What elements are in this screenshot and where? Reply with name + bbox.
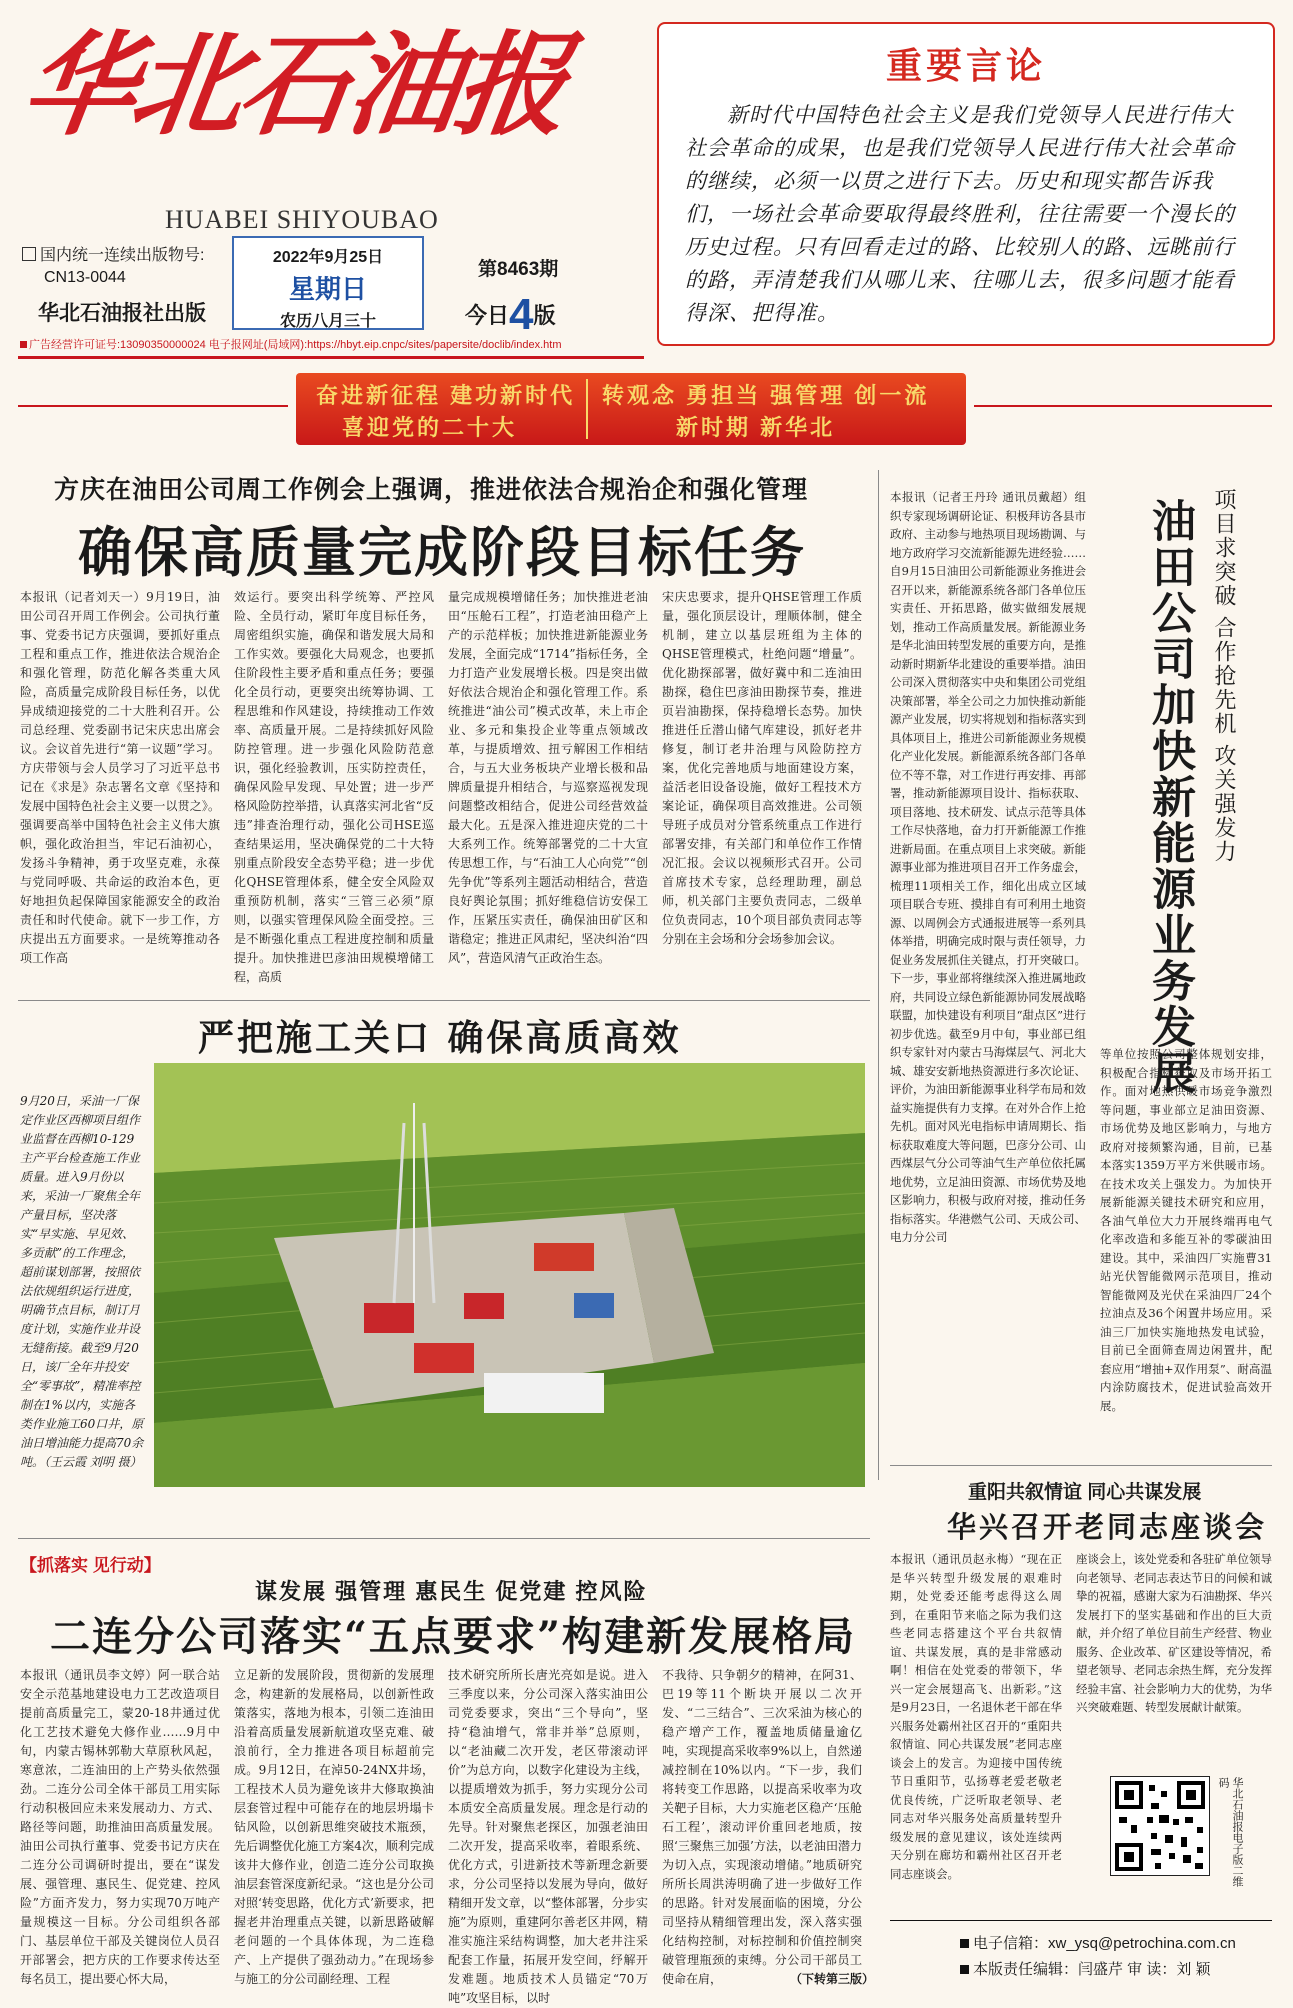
qr-pattern [1111,1777,1209,1875]
banner-divider [586,379,588,439]
masthead-logo: 华北石油报 [14,20,574,151]
press-name: 华北石油报社出版 [38,302,206,325]
today-page-count: 4 [509,290,534,339]
today-pages [465,290,556,340]
article4-subtitle: 重阳共叙情谊 同心共谋发展 [968,1482,1202,1503]
masthead-rule [18,356,644,359]
continued-note: （下转第三版） [790,1972,875,1986]
article4-headline: 华兴召开老同志座谈会 [947,1510,1268,1544]
article2-subtitle: 项目求突破 合作抢先机 攻关强发力 [1212,488,1237,865]
email-text: 电子信箱：xw_ysq@petrochina.com.cn [973,1935,1236,1952]
slogan-banner [296,373,966,445]
square-icon [960,1939,969,1948]
article1-col2: 效运行。要突出科学统筹、严控风险、全员行动，紧盯年度目标任务，周密组织实施，确保和谐发展大局和工作实效。要强化大局观念，也要抓住阶段性主要矛盾和重点任务；要强化全员行动，更要突出统筹协调、工程思维和作风建设，持续推动工作效率、高质量开展。二是持续抓好风险防控管理。进一步强化风险防范意识，强化经验教训，压实防控责任，确保风险早发现、早处置；进一步严格风险防控举措，认真落实河北省“反违”排查治理行动，强化公司HSE巡查结果运用，坚决确保党的二十大特别重点阶段安全态势平稳；进一步优化QHSE管理体系，健全安全风险双重预防机制，落实“三管三必须”原则，以强实管理保风险全面受控。三是不断强化重点工程进度控制和质量提升。加快推进巴彦油田规模增储工程，高质 [234,590,434,984]
cn-label: 国内统一连续出版物号: [40,247,205,264]
article4-col1: 本报讯（通讯员赵永梅）“现在正是华兴转型升级发展的艰难时期，处党委还能考虑得这么周到，在重阳节来临之际为我们这些老同志搭建这个平台共叙情谊、共谋发展，真的是非常感动啊！相信在处党委的带领下，华兴一定会展翅高飞、出新彩。”这是9月23日，一名退休老干部在华兴服务处霸州社区召开的“重阳共叙情谊、同心共谋发展”老同志座谈会上的发言。为迎接中国传统节日重阳节，弘扬尊老爱老敬老优良传统，广泛听取老领导、老同志对华兴服务处高质量转型升级发展的意见建议，该处连续两天分别在廊坊和霸州社区召开老同志座谈会。 [890,1552,1062,1881]
weekday: 星期日 [288,274,367,304]
date: 2022年9月25日 [272,249,384,266]
remarks-title: 重要言论 [885,45,1046,87]
square-icon [960,1965,969,1974]
contact-line [18,336,562,352]
article1-col3: 量完成规模增储任务；加快推进老油田“压舱石工程”，打造老油田稳产上产的示范样板；加快推进新能源业务发展，全面完成“1714”指标任务，全力打造产业发展增长极。四是突出做好依法合规治企和强化管理工作。系统推进“油公司”模式改革，未上市企业、多元和集投企业等重点领域改革，与提质增效、扭亏解困工作相结合，与五大业务板块产业增长极和品牌质量提升相结合，与巡察巡视发现问题整改相结合，促进公司经营效益最大化。五是深入推进迎庆党的二十大系列工作。统筹部署党的二十大宣传思想工作，与“石油工人心向党”“创先争优”等系列主题活动相结合，营造良好舆论氛围；抓好维稳信访安保工作，压紧压实责任，确保油田矿区和谐稳定；推进正风肃纪，坚决纠治“四风”，营造风清气正政治生态。 [448,590,648,965]
article3-col2: 立足新的发展阶段，贯彻新的发展理念，构建新的发展格局，以创新性政策落实，落地为根本，引领二连油田沿着高质量发展新航道攻坚克难、破浪前行，全力推进各项目标超前完成。9月12日，在淖50-24NX井场，工程技术人员为避免该井大修取换油层套管过程中可能存在的地层坍塌卡钻风险，以创新思维突破技术瓶颈，先后调整优化施工方案4次，顺利完成该井大修作业，创造二连分公司取换油层套管深度新纪录。“这也是分公司对照‘转变思路，优化方式’新要求，把握老井治理重点关键，以新思路破解老问题的一个具体体现，为二连稳产、上产提供了强劲动力。”在现场参与施工的分公司副经理、工程 [234,1668,434,1986]
qr-label: 华北石油报电子版二维码 [1217,1777,1244,1887]
oilfield-illustration [154,1063,865,1487]
article3-headline: 二连分公司落实“五点要求”构建新发展格局 [50,1613,857,1660]
banner-left-2: 喜迎党的二十大 [342,415,518,440]
footer-email [960,1932,1236,1953]
footer-rule [890,1920,1272,1921]
important-remarks-box [657,22,1275,346]
column-rule-vertical [878,470,879,1480]
banner-rule-left [18,405,288,407]
article2-headline: 油田公司加快新能源业务发展 [1144,498,1195,1096]
masthead-pinyin: HUABEI SHIYOUBAO [165,205,439,234]
contact-text: 广告经营许可证号:13090350000024 电子报网址(局域网):https://hbyt.eip.cnpc/sites/papersite/doclib/index.htm [29,339,562,351]
issue-number: 第8463期 [478,259,559,280]
article2-col1: 本报讯（记者王丹玲 通讯员戴超）组织专家现场调研论证、积极拜访各县市政府、主动参与地热项目现场勘调、与地方政府学习交流新能源先进经验……自9月15日油田公司新能源业务推进会召开以来，新能源系统各部门各单位压实责任、开拓思路，做实做细发展规划，推动工作高质量发展。新能源业务是华北油田转型发展的重要方向，是推动新时期新华北建设的重要举措。油田公司深入贯彻落实中央和集团公司党组决策部署，举全公司之力加快推动新能源产业发展，切实将规划和指标落实到具体项目上，推进公司新能源业务规模化产业化发展。新能源系统各部门各单位不等不靠，对工作进行再安排、再部署，推动新能源项目设计、指标获取、项目落地、技术研发、试点示范等具体工作尽快落地，奋力打开新能源工作推进新局面。在重点项目上求突破。新能源事业部为推进项目召开工作务虚会，梳理11项相关工作，细化出成立区域项目联合专班、摸排自有可利用土地资源、以周例会方式通报进展等一系列具体举措，明确完成时限与责任领导，力促业务发展抓住关键点，打开突破口。下一步，事业部将继续深入推进属地政府，共同设立绿色新能源协同发展战略联盟，加快建设有利项目“甜点区”进行初步优选。截至9月中旬，事业部已组织专家针对内蒙古马海煤层气、河北大城、雄安安新地热资源进行多次论证、评价，为油田新能源事业科学布局和效益实施提供有力支撑。在对外合作上抢先机。面对风光电指标申请周期长、指标获取难度大等问题，巴彦分公司、山西煤层气分公司等油气生产单位依托属地优势，立足油田资源、市场优势及地区影响力，积极与政府对接，推动任务指标落实。华港燃气公司、天成公司、电力分公司 [890,490,1086,1244]
article3-col4: 不我待、只争朝夕的精神，在阿31、巴19等11个断块开展以二次开发、“二三结合”、三次采油为核心的稳产增产工作，覆盖地质储量逾亿吨，实现提高采收率9%以上，自然递减控制在10%以内。“下一步，我们将转变工作思路，以提高采收率为攻关靶子目标，大力实施老区稳产‘压舱石工程’，滚动评价重回老地质，按照‘三聚焦三加强’方法，以老油田潜力为切入点，实现滚动增储。”地质研究所所长周洪涛明确了进一步做好工作的思路。针对发展面临的困境，分公司坚持从精细管理出发，深入落实强化结构控制，对标控制和价值控制突破管理瓶颈的束缚。分公司干部员工使命在肩， [662,1668,862,1986]
qr-code-icon [1110,1776,1210,1876]
article1-col4: 宋庆忠要求，提升QHSE管理工作质量，强化顶层设计，理顺体制，健全机制，建立以基层班组为主体的QHSE管理模式，杜绝问题“增量”。优化勘探部署，做好冀中和二连油田勘探，稳住巴彦油田勘探节奏，推进页岩油勘探，保持稳增长态势。加快推进任丘潜山储气库建设，抓好老井修复，制订老井治理与风险防控方案，优化完善地质与地面建设方案，益活老旧设备设施，做好工程技术方案论证，确保项目高效推进。公司领导班子成员对分管系统重点工作进行部署安排，有关部门和单位作工作情况汇报。会议以视频形式召开。公司首席技术专家，总经理助理，副总师，机关部门主要负责同志，二级单位负责同志，10个项目部负责同志等分别在主会场和分会场参加会议。 [662,590,862,946]
article3-col1: 本报讯（通讯员李文婷）阿一联合站安全示范基地建设电力工艺改造项目提前高质量完工，蒙20-18井通过优化工艺技术避免大修作业……9月中旬，内蒙古锡林郭勒大草原秋风起，寒意浓，二连油田的上产势头依然强劲。二连分公司全体干部员工用实际行动积极回应未来发展动力、方式、路径等问题，助推油田高质量发展。油田公司执行董事、党委书记方庆在二连分公司调研时提出，要在“谋发展、强管理、惠民生、促党建、控风险”方面齐发力，努力实现70万吨产量规模这一目标。分公司组织各部门、基层单位干部及关键岗位人员召开部署会，把方庆的工作要求传达至每名员工，提出要心怀大局， [20,1668,220,1986]
article3-subtitle: 谋发展 强管理 惠民生 促党建 控风险 [255,1579,648,1604]
cn-number: CN13-0044 [44,269,126,286]
article2-col2: 等单位按照公司整体规划安排，积极配合指标获取及市场开拓工作。面对地热供暖市场竞争激烈等问题，事业部立足油田资源、市场优势及地区影响力，与地方政府对接频繁沟通，目前，已基本落实1359万平方米供暖市场。在技术攻关上强发力。为加快开展新能源关键技术研究和应用，各油气单位大力开展终端再电气化率改造和多能互补的零碳油田建设。其中，采油四厂实施曹31站光伏智能微网示范项目，推动智能微网及光伏在采油四厂24个拉油点及36个闲置井场应用。采油三厂加快实施地热发电试验，目前已全面筛查周边闲置井，配套应用“增抽+双作用泵”、耐高温内涂防腐技术，促进试验高效开展。 [1100,1047,1272,1413]
article3-col3: 技术研究所所长唐光亮如是说。进入三季度以来，分公司深入落实油田公司党委要求，突出“三个导向”，坚持“稳油增气，常非并举”总原则，以“老油藏二次开发，老区带滚动评价”为总方向，以数字化建设为主线，以提质增效为抓手，努力实现分公司本质安全高质量发展。理念是行动的先导。针对聚焦老探区，加强老油田二次开发，提高采收率，着眼系统、优化方式，引进新技术等新理念新要求，分公司坚持以发展为导向，做好精细开发文章，以“整体部署，分步实施”为原则，重建阿尔善老区井网，精准实施注采结构调整，加大老井注采配套工作量，拓展开发空间，纾解开发难题。地质技术人员锚定“70万吨”攻坚目标，以时 [448,1668,648,2005]
remarks-body: 新时代中国特色社会主义是我们党领导人民进行伟大社会革命的成果，也是我们党领导人民进行伟大社会革命的继续，必须一以贯之进行下去。历史和现实都告诉我们，一场社会革命要取得最终胜利，往往需要一个漫长的历史过程。只有回看走过的路、比较别人的路、远眺前行的路，弄清楚我们从哪儿来、往哪儿去，很多问题才能看得深、把得准。 [685,103,1235,325]
today-prefix: 今日 [465,303,510,328]
photo-top-rule [18,1000,870,1001]
today-suffix: 版 [533,303,556,328]
article4-col2: 座谈会上，该处党委和各驻矿单位领导向老领导、老同志表达节日的问候和诚挚的祝福，感谢大家为石油勘探、华兴发展打下的坚实基础和作出的巨大贡献，并介绍了单位目前生产经营、物业服务、企业改革、矿区建设等情况，希望老领导、老同志余热生辉，充分发挥经验丰富、社会影响力大的优势，为华兴突破难题、转型发展献计献策。 [1076,1552,1272,1714]
date-box [232,236,424,330]
editors-text: 本版责任编辑：闫盛芹 审 读：刘 颖 [973,1961,1211,1978]
photo-title: 严把施工关口 确保高质高效 [198,1017,682,1059]
banner-right-2: 新时期 新华北 [676,415,836,440]
banner-left-1: 奋进新征程 建功新时代 [316,383,576,408]
article1-col1: 本报讯（记者刘天一）9月19日，油田公司召开周工作例会。公司执行董事、党委书记方庆强调，要抓好重点工程和重点工作，推进依法合规治企和强化管理，防范化解各类重大风险，高质量完成阶段目标任务，以优异成绩迎接党的二十大胜利召开。公司总经理、党委副书记宋庆忠出席会议。会议首先进行“第一议题”学习。方庆带领与会人员学习了习近平总书记在《求是》杂志署名文章《坚持和发展中国特色社会主义要一以贯之》。强调要高举中国特色社会主义伟大旗帜，强化政治担当，牢记石油初心，发扬斗争精神，勇于攻坚克难，永葆与党同呼吸、共命运的政治本色，更好地担负起保障国家能源安全的政治责任和时代使命。就下一步工作，方庆提出五方面要求。一是统筹推动各项工作高 [20,590,220,965]
checkbox-icon [22,247,36,261]
banner-right-1: 转观念 勇担当 强管理 创一流 [602,383,930,408]
banner-rule-right [974,405,1272,407]
article3-top-rule [18,1538,870,1539]
article1-headline: 确保高质量完成阶段目标任务 [78,521,806,584]
lunar-date: 农历八月三十 [279,313,376,330]
square-icon [20,341,27,348]
footer-editors [960,1958,1211,1979]
oilfield-photo [154,1063,865,1487]
article1-subtitle: 方庆在油田公司周工作例会上强调，推进依法合规治企和强化管理 [54,475,809,504]
article4-top-rule [890,1465,1272,1466]
photo-caption: 9月20日，采油一厂保定作业区西柳项目组作业监督在西柳10-129主产平台检查施工作业质量。进入9月份以来，采油一厂聚焦全年产量目标，坚决落实“早实施、早见效、多贡献”的工作理念，超前谋划部署，按照依法依规组织运行进度，明确节点目标，制订月度计划，实施作业井设无缝衔接。截至9月20日，该厂全年井投安全“零事故”，精准率控制在1%以内，实施各类作业施工60口井，原油日增油能力提高70余吨。（王云霞 刘明 摄） [20,1094,144,1469]
section-tag: 【抓落实 见行动】 [20,1556,161,1575]
publication-number [22,245,204,289]
